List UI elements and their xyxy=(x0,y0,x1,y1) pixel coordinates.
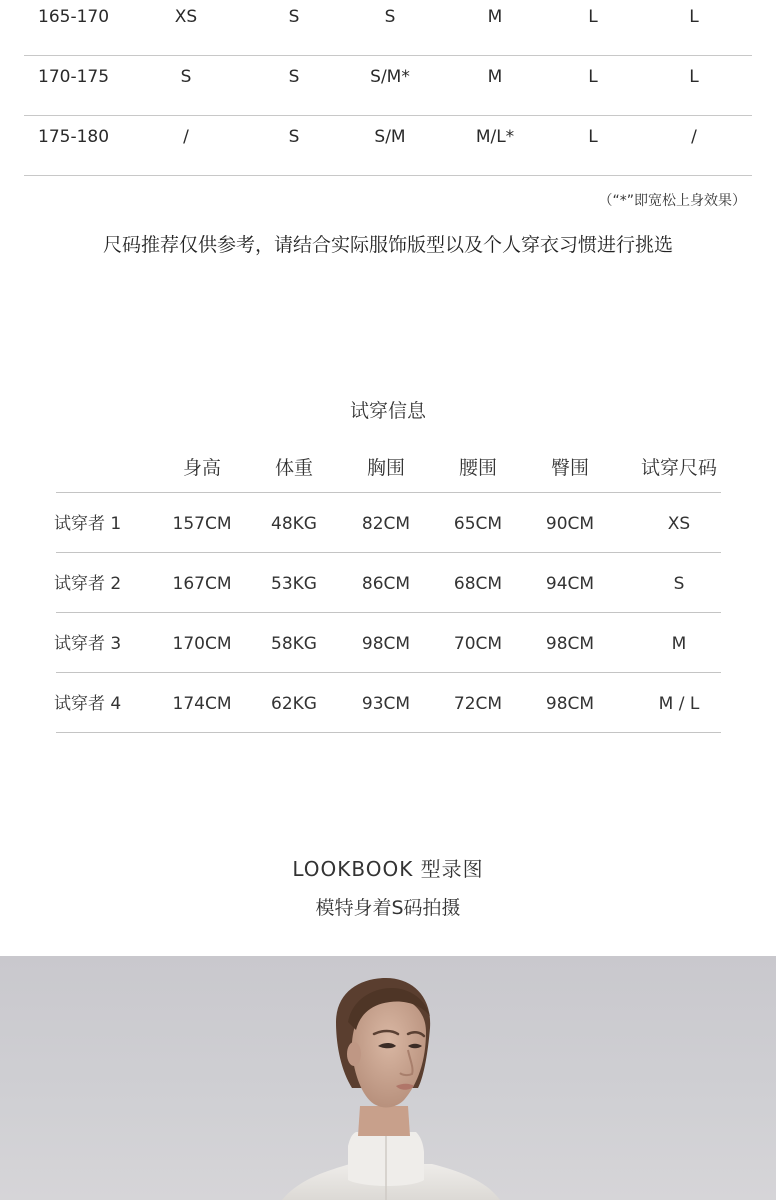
table-row xyxy=(0,504,776,544)
size-cell: L xyxy=(588,127,598,147)
cell: 86CM xyxy=(361,574,411,594)
divider xyxy=(24,55,752,56)
cell: 68CM xyxy=(453,574,503,594)
cell: XS xyxy=(667,514,691,534)
cell: 65CM xyxy=(453,514,503,534)
tester-name: 试穿者 4 xyxy=(54,694,122,714)
size-cell: M xyxy=(487,67,503,87)
table-row xyxy=(0,684,776,724)
size-row xyxy=(0,0,776,37)
size-cell: S xyxy=(288,127,300,147)
height-range: 165-170 xyxy=(38,7,110,27)
divider xyxy=(56,552,721,553)
cell: 170CM xyxy=(172,634,232,654)
cell: 167CM xyxy=(172,574,232,594)
cell: 82CM xyxy=(361,514,411,534)
size-cell: M xyxy=(487,7,503,27)
size-cell: S/M* xyxy=(370,67,410,87)
divider xyxy=(56,492,721,493)
height-range: 170-175 xyxy=(38,67,110,87)
tester-name: 试穿者 1 xyxy=(54,514,122,534)
table-row xyxy=(0,624,776,664)
cell: 90CM xyxy=(545,514,595,534)
tester-name: 试穿者 2 xyxy=(54,574,122,594)
header-hip: 臀围 xyxy=(550,457,589,479)
size-cell: S/M xyxy=(374,127,406,147)
size-cell: S xyxy=(288,67,300,87)
divider xyxy=(56,612,721,613)
model-illustration xyxy=(0,956,776,1200)
divider xyxy=(24,175,752,176)
size-row xyxy=(0,117,776,157)
tester-name: 试穿者 3 xyxy=(54,634,122,654)
fit-info-title: 试穿信息 xyxy=(349,400,426,422)
size-cell: L xyxy=(588,67,598,87)
size-cell: L xyxy=(689,67,699,87)
divider xyxy=(56,732,721,733)
lookbook-title: LOOKBOOK 型录图 xyxy=(292,857,484,881)
cell: 98CM xyxy=(545,694,595,714)
cell: 98CM xyxy=(361,634,411,654)
size-cell: / xyxy=(183,127,189,147)
cell: 93CM xyxy=(361,694,411,714)
cell: M / L xyxy=(658,694,700,714)
cell: 157CM xyxy=(172,514,232,534)
model-photo xyxy=(0,956,776,1200)
size-advice: 尺码推荐仅供参考，请结合实际服饰版型以及个人穿衣习惯进行挑选 xyxy=(102,234,673,256)
lookbook-subtitle: 模特身着S码拍摄 xyxy=(315,897,461,919)
header-waist: 腰围 xyxy=(458,457,497,479)
size-row xyxy=(0,57,776,97)
cell: 174CM xyxy=(172,694,232,714)
loose-fit-note: （“*”即宽松上身效果） xyxy=(598,193,746,209)
divider xyxy=(24,115,752,116)
cell: 58KG xyxy=(271,634,317,654)
size-cell: / xyxy=(691,127,697,147)
header-weight: 体重 xyxy=(274,457,313,479)
cell: 94CM xyxy=(545,574,595,594)
size-cell: XS xyxy=(174,7,198,27)
cell: 48KG xyxy=(271,514,317,534)
height-range: 175-180 xyxy=(38,127,110,147)
size-cell: S xyxy=(384,7,396,27)
size-cell: M/L* xyxy=(475,127,515,147)
size-cell: S xyxy=(180,67,192,87)
size-cell: S xyxy=(288,7,300,27)
table-row xyxy=(0,564,776,604)
cell: 53KG xyxy=(271,574,317,594)
cell: 70CM xyxy=(453,634,503,654)
table-header xyxy=(0,448,776,488)
cell: 72CM xyxy=(453,694,503,714)
header-size: 试穿尺码 xyxy=(640,457,717,479)
header-bust: 胸围 xyxy=(366,457,405,479)
size-cell: L xyxy=(588,7,598,27)
header-height: 身高 xyxy=(182,457,221,479)
size-cell: L xyxy=(689,7,699,27)
cell: S xyxy=(673,574,685,594)
cell: 98CM xyxy=(545,634,595,654)
cell: M xyxy=(671,634,687,654)
divider xyxy=(56,672,721,673)
cell: 62KG xyxy=(271,694,317,714)
